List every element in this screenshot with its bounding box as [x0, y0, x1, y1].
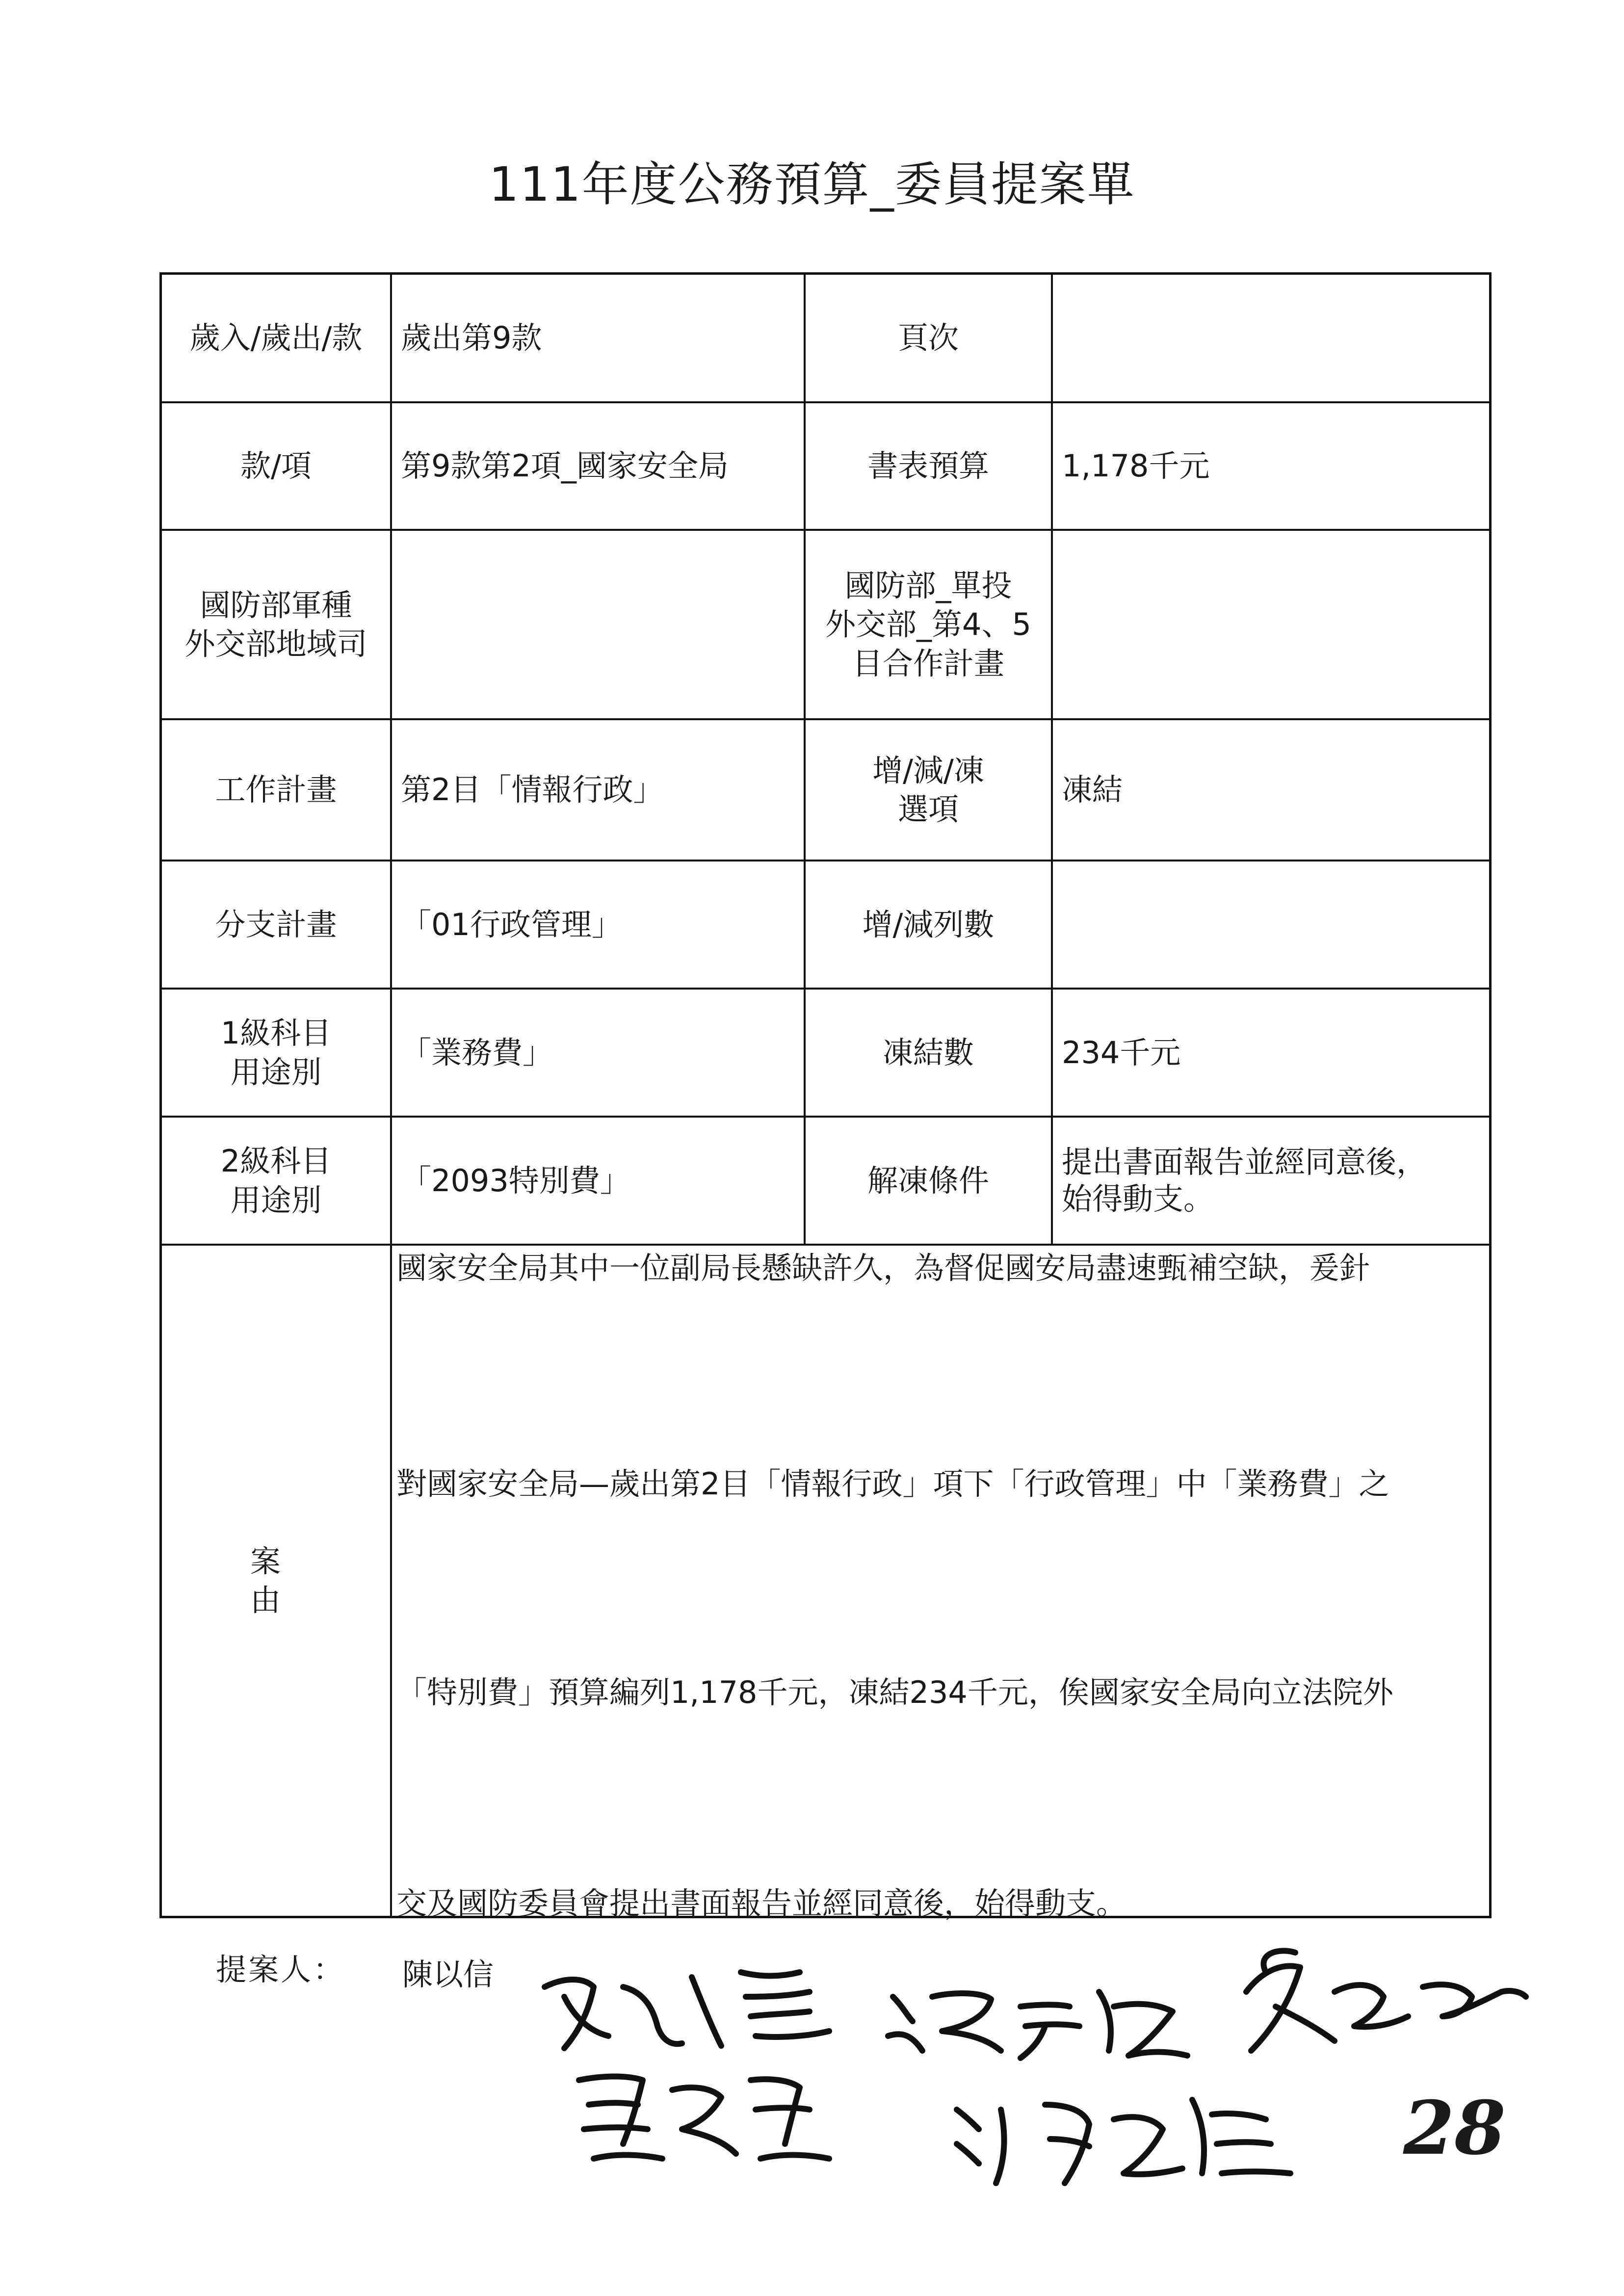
field-label-work-plan: 工作計畫 — [215, 772, 337, 808]
field-value-level2-item: 「2093特別費」 — [401, 1162, 630, 1199]
field-label-budget-type: 歲入/歲出/款 — [189, 320, 363, 356]
field-label-section: 款/項 — [240, 448, 312, 484]
field-value-budget-amount: 1,178千元 — [1062, 448, 1210, 484]
field-label-plan-unit: 國防部_單投 外交部_第4、5 目合作計畫 — [825, 567, 1031, 681]
field-value-change-amount — [1053, 861, 1487, 988]
field-value-section: 第9款第2項_國家安全局 — [401, 448, 729, 484]
signature-3 — [1236, 1943, 1531, 2061]
field-value-option: 凍結 — [1062, 772, 1123, 808]
reason-line-3: 「特別費」預算編列1,178千元，凍結234千元，俟國家安全局向立法院外 — [396, 1674, 1393, 1710]
field-value-branch-plan: 「01行政管理」 — [401, 906, 622, 942]
page-number: 28 — [1403, 2085, 1506, 2171]
field-label-branch-plan: 分支計畫 — [215, 906, 337, 942]
field-label-department: 國防部軍種 外交部地域司 — [184, 587, 367, 662]
signature-1 — [535, 1957, 849, 2056]
field-value-page — [1053, 275, 1487, 401]
field-label-unfreeze-condition: 解凍條件 — [867, 1162, 989, 1199]
field-label-option: 增/減/凍 選項 — [872, 752, 984, 827]
form-title: 111年度公務預算_委員提案單 — [489, 157, 1135, 212]
field-value-plan-unit — [1053, 531, 1487, 718]
reason-line-2: 對國家安全局—歲出第2目「情報行政」項下「行政管理」中「業務費」之 — [396, 1466, 1389, 1502]
field-label-level2-item: 2級科目 用途別 — [220, 1143, 332, 1218]
field-label-change-amount: 增/減列數 — [862, 906, 995, 942]
field-label-page: 頁次 — [897, 320, 959, 356]
reason-line-4: 交及國防委員會提出書面報告並經同意後，始得動支。 — [396, 1885, 1127, 1921]
field-label-reason: 案由 — [250, 1543, 369, 1618]
reason-line-1: 國家安全局其中一位副局長懸缺許久，為督促國安局盡速甄補空缺，爰針 — [396, 1250, 1370, 1286]
field-label-level1-item: 1級科目 用途別 — [220, 1015, 332, 1090]
signature-2 — [883, 1977, 1207, 2065]
field-value-unfreeze-condition: 提出書面報告並經同意後， 始得動支。 — [1062, 1144, 1427, 1217]
signature-4 — [564, 2061, 849, 2173]
field-label-budget-amount: 書表預算 — [867, 448, 989, 484]
field-value-frozen-amount: 234千元 — [1062, 1034, 1181, 1070]
field-value-department — [392, 531, 804, 718]
field-value-work-plan: 第2目「情報行政」 — [401, 772, 664, 808]
field-value-level1-item: 「業務費」 — [401, 1034, 553, 1070]
field-value-budget-type: 歲出第9款 — [401, 320, 542, 356]
proposer-name: 陳以信 — [402, 1957, 494, 1992]
signature-5 — [947, 2090, 1300, 2193]
proposer-label: 提案人： — [216, 1952, 346, 1987]
field-label-frozen-amount: 凍結數 — [882, 1034, 974, 1070]
